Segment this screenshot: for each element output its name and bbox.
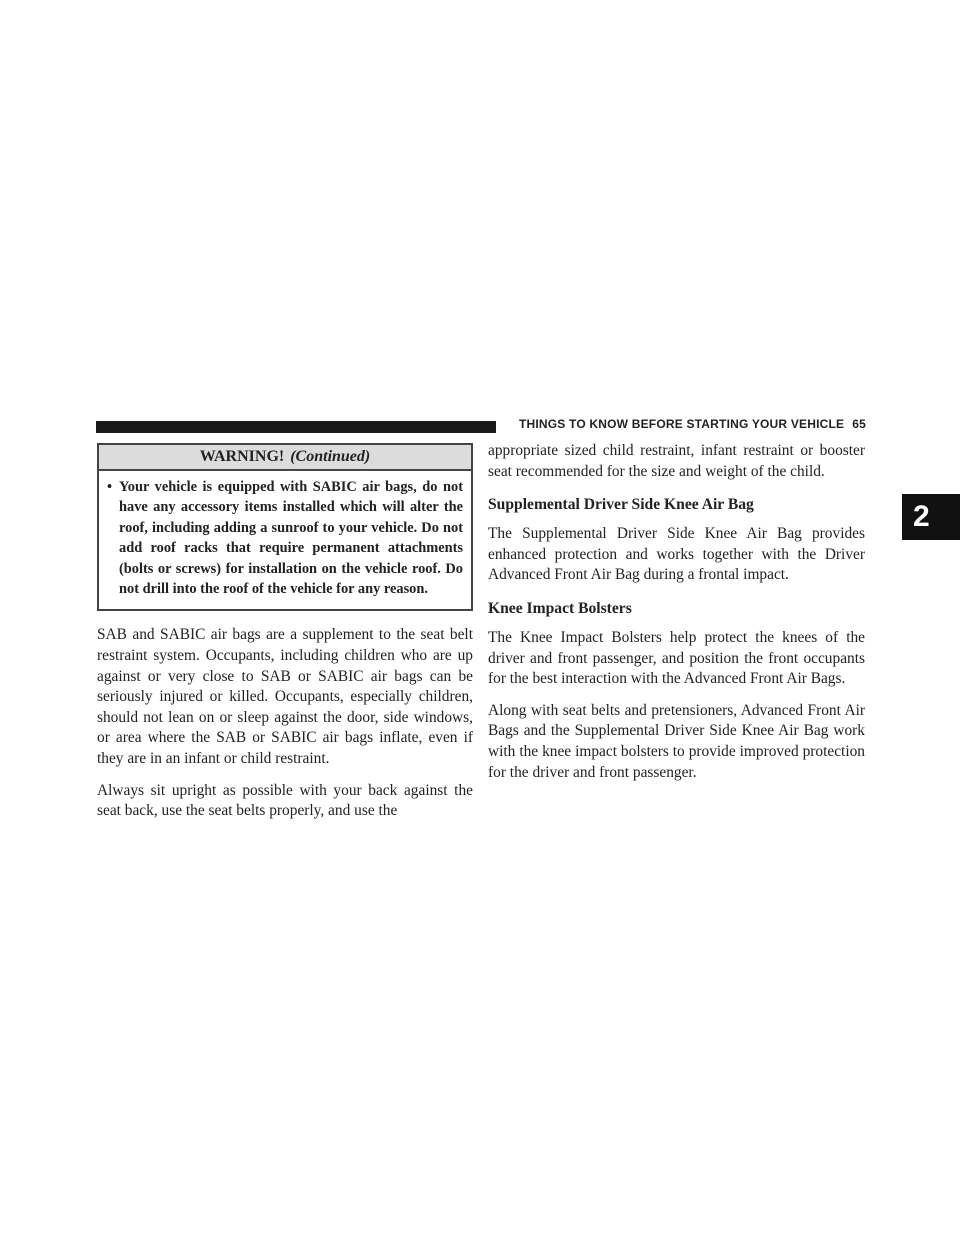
paragraph-sab-sabic: SAB and SABIC air bags are a supplement to the seat belt restraint system. Occupants, including children who are up against or very close to SAB or SABIC air bags can be seriously injured or killed. Occupants, especially children, should not lean on or sleep against the door, side windows, or area where the SAB or SABIC air bags inflate, even if they are in an infant or child restraint. — [97, 626, 473, 767]
bullet-icon: • — [107, 479, 113, 495]
running-header — [506, 417, 866, 431]
chapter-tab: 2 — [902, 494, 960, 540]
paragraph-knee-bolsters: The Knee Impact Bolsters help protect the knees of the driver and front passenger, and position the front occupants for the best interaction with the Advanced Front Air Bags. — [488, 628, 865, 688]
header-rule — [96, 421, 496, 433]
heading-knee-air-bag: Supplemental Driver Side Knee Air Bag — [488, 496, 754, 514]
warning-label: WARNING! — [199, 448, 285, 465]
heading-knee-bolsters: Knee Impact Bolsters — [488, 599, 632, 617]
paragraph-sit-upright: Always sit upright as possible with your back against the seat back, use the seat belts properly, and use the — [97, 781, 473, 820]
paragraph-closing: Along with seat belts and pretensioners, Advanced Front Air Bags and the Supplemental Driver Side Knee Air Bag work with the knee impact bolsters to provide improved protection for the driver and front passenger. — [488, 701, 865, 781]
warning-body — [99, 471, 471, 609]
warning-continued: (Continued) — [290, 448, 371, 465]
warning-text: Your vehicle is equipped with SABIC air bags, do not have any accessory items installed which will alter the roof, including adding a sunroof to your vehicle. Do not add roof racks that require permanent attachments (bolts or screws) for installation on the vehicle roof. Do not drill into the roof of the vehicle for any reason. — [119, 479, 463, 598]
paragraph-knee-air-bag: The Supplemental Driver Side Knee Air Bag provides enhanced protection and works together with the Driver Advanced Front Air Bag during a frontal impact. — [488, 525, 865, 584]
right-column — [488, 441, 865, 794]
warning-box — [97, 443, 473, 611]
left-column — [97, 443, 473, 833]
page-number: 65 — [852, 417, 866, 431]
paragraph-continuation: appropriate sized child restraint, infant restraint or booster seat recommended for the size and weight of the child. — [488, 442, 865, 480]
warning-bullet-item — [107, 477, 463, 599]
running-header-title: THINGS TO KNOW BEFORE STARTING YOUR VEHICLE — [518, 417, 845, 431]
warning-heading — [99, 445, 471, 471]
